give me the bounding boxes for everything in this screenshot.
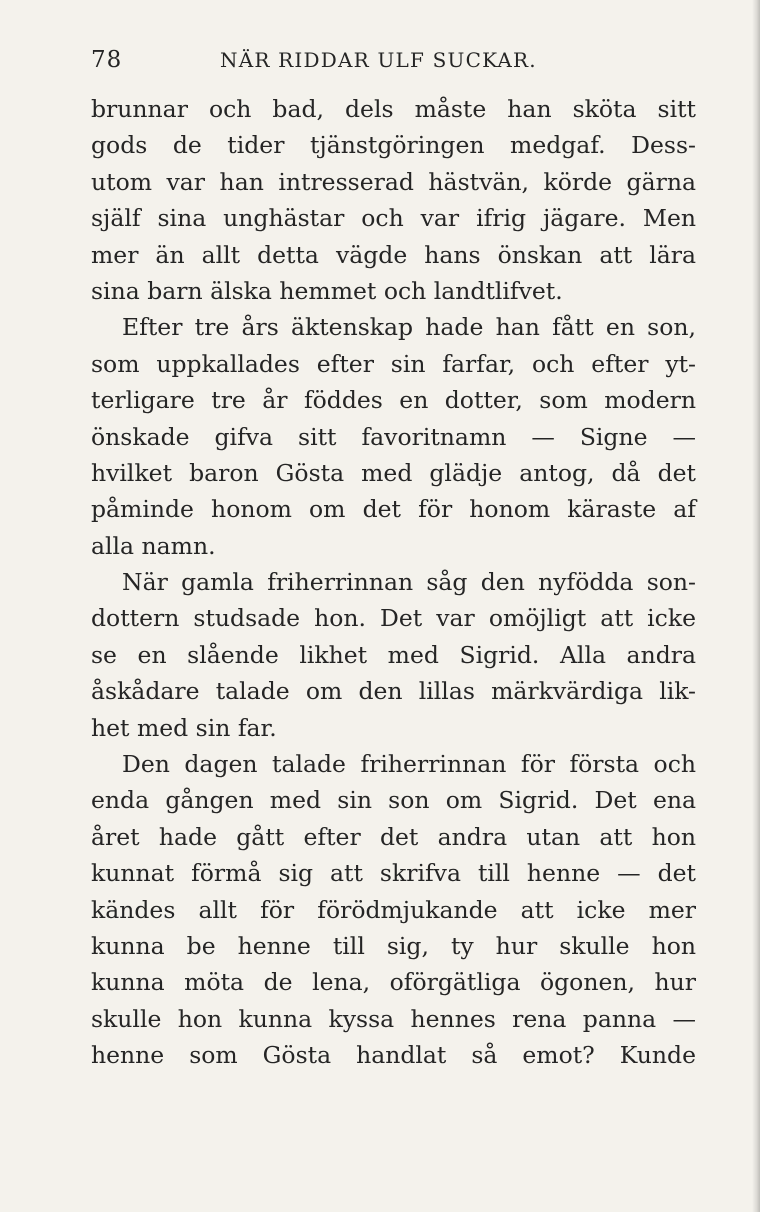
text-line: se en slående likhet med Sigrid. Alla andra <box>91 640 696 669</box>
text-line: kändes allt för förödmjukande att icke mer <box>91 895 696 924</box>
page-number: 78 <box>91 47 123 73</box>
text-line: skulle hon kunna kyssa hennes rena panna — <box>91 1004 696 1033</box>
text-line: brunnar och bad, dels måste han sköta sitt <box>91 95 696 123</box>
page-edge-shadow <box>752 0 760 1212</box>
text-line: alla namn. <box>91 531 216 560</box>
text-line: terligare tre år föddes en dotter, som modern <box>91 386 696 415</box>
text-line: dottern studsade hon. Det var omöjligt att icke <box>91 604 696 633</box>
text-line: önskade gifva sitt favoritnamn — Signe — <box>91 422 696 451</box>
text-line: kunna be henne till sig, ty hur skulle hon <box>91 931 696 960</box>
text-line: utom var han intresserad hästvän, körde gärna <box>91 167 696 196</box>
text-line: Den dagen talade friherrinnan för första och <box>122 750 696 779</box>
text-line: mer än allt detta vägde hans önskan att lära <box>91 240 696 269</box>
text-line: gods de tider tjänstgöringen medgaf. Dess- <box>91 131 696 160</box>
text-line: kunna möta de lena, oförgätliga ögonen, hur <box>91 968 696 997</box>
text-line: henne som Gösta handlat så emot? Kunde <box>91 1041 696 1070</box>
text-line: hvilket baron Gösta med glädje antog, då det <box>91 458 696 487</box>
text-line: Efter tre års äktenskap hade han fått en son, <box>122 313 696 342</box>
text-line: påminde honom om det för honom käraste af <box>91 495 696 524</box>
text-line: som uppkallades efter sin farfar, och efter yt- <box>91 349 696 378</box>
text-line: åskådare talade om den lillas märkvärdiga lik- <box>91 677 696 706</box>
text-line: sina barn älska hemmet och landtlifvet. <box>91 276 563 305</box>
page-header <box>91 44 671 76</box>
text-line: När gamla friherrinnan såg den nyfödda son- <box>122 568 696 597</box>
body-text <box>91 91 696 1074</box>
text-line: själf sina unghästar och var ifrig jägare. Men <box>91 204 696 233</box>
text-line: kunnat förmå sig att skrifva till henne — det <box>91 859 696 888</box>
text-line: het med sin far. <box>91 713 277 742</box>
text-line: enda gången med sin son om Sigrid. Det ena <box>91 786 696 815</box>
text-line: året hade gått efter det andra utan att hon <box>91 822 696 851</box>
running-title: NÄR RIDDAR ULF SUCKAR. <box>220 48 537 72</box>
